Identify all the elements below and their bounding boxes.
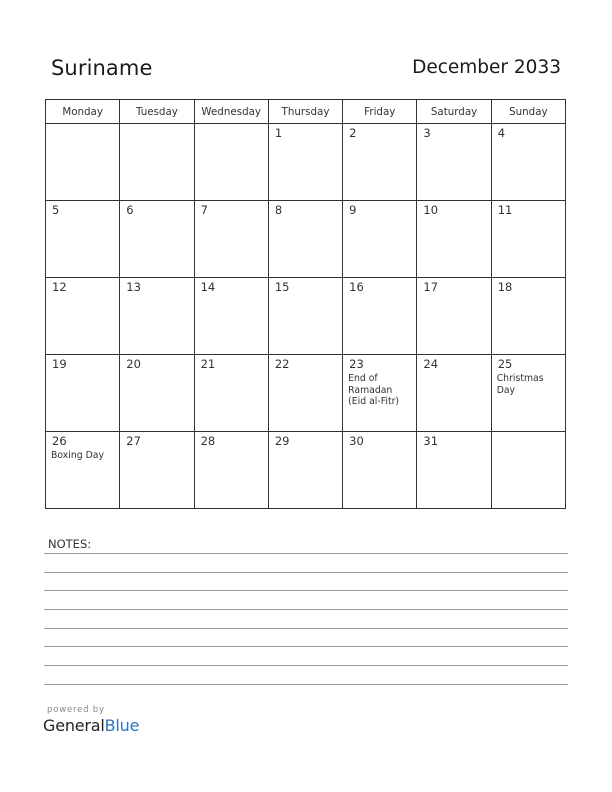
week-row — [46, 201, 566, 278]
day-number — [492, 432, 565, 435]
notes-label: NOTES: — [48, 537, 92, 551]
day-number: 8 — [274, 203, 283, 217]
day-number: 21 — [200, 357, 216, 371]
day-cell-12 — [46, 278, 120, 355]
day-number: 3 — [423, 126, 431, 140]
day-number: 28 — [200, 434, 216, 448]
day-cell-13 — [120, 278, 194, 355]
weekday-header-row — [46, 100, 566, 124]
weekday-friday: Friday — [343, 100, 417, 124]
day-cell-26 — [46, 432, 120, 509]
holiday-label: Christmas Day — [496, 373, 544, 396]
empty-day-cell — [120, 124, 194, 201]
week-row — [46, 278, 566, 355]
weekday-sunday: Sunday — [491, 100, 565, 124]
weekday-saturday: Saturday — [417, 100, 491, 124]
day-cell-20 — [120, 355, 194, 432]
day-cell-25 — [491, 355, 565, 432]
day-number: 12 — [52, 280, 67, 294]
day-cell-7 — [194, 201, 268, 278]
day-cell-5 — [46, 201, 120, 278]
weekday-monday: Monday — [46, 100, 120, 124]
week-row — [46, 124, 566, 201]
day-cell-30 — [343, 432, 417, 509]
day-number: 18 — [497, 280, 513, 294]
day-cell-29 — [268, 432, 342, 509]
day-number: 16 — [349, 280, 364, 294]
notes-line — [44, 609, 568, 610]
day-number — [120, 124, 193, 127]
day-number: 11 — [497, 203, 513, 217]
notes-line — [44, 646, 568, 647]
day-cell-4 — [491, 124, 565, 201]
day-cell-28 — [194, 432, 268, 509]
day-cell-17 — [417, 278, 491, 355]
day-number — [46, 124, 119, 127]
notes-line — [44, 684, 568, 685]
logo-blue-text: Blue — [104, 716, 140, 735]
day-number: 22 — [274, 357, 290, 371]
day-number: 30 — [349, 434, 364, 448]
day-cell-14 — [194, 278, 268, 355]
day-number: 31 — [423, 434, 439, 448]
week-row — [46, 432, 566, 509]
notes-line — [44, 590, 568, 591]
day-cell-11 — [491, 201, 565, 278]
weekday-wednesday: Wednesday — [194, 100, 268, 124]
logo-general-text: General — [43, 716, 105, 735]
country-title: Suriname — [51, 56, 153, 80]
day-number: 17 — [423, 280, 439, 294]
day-cell-31 — [417, 432, 491, 509]
day-number: 13 — [126, 280, 141, 294]
day-cell-1 — [268, 124, 342, 201]
day-cell-16 — [343, 278, 417, 355]
weekday-thursday: Thursday — [268, 100, 342, 124]
weekday-tuesday: Tuesday — [120, 100, 194, 124]
day-number: 2 — [349, 126, 357, 140]
day-number: 15 — [274, 280, 290, 294]
day-number: 19 — [52, 357, 67, 371]
day-number: 4 — [497, 126, 506, 140]
day-number: 9 — [349, 203, 357, 217]
day-cell-3 — [417, 124, 491, 201]
generalblue-logo[interactable] — [43, 716, 139, 735]
empty-day-cell — [491, 432, 565, 509]
day-number: 29 — [274, 434, 290, 448]
day-cell-27 — [120, 432, 194, 509]
day-number: 5 — [52, 203, 60, 217]
day-number: 14 — [200, 280, 216, 294]
day-cell-8 — [268, 201, 342, 278]
day-cell-21 — [194, 355, 268, 432]
day-cell-6 — [120, 201, 194, 278]
month-title: December 2033 — [412, 57, 561, 78]
day-number — [195, 124, 268, 127]
notes-line — [44, 553, 568, 554]
empty-day-cell — [194, 124, 268, 201]
day-number: 23 — [349, 357, 364, 371]
day-cell-9 — [343, 201, 417, 278]
day-number: 27 — [126, 434, 141, 448]
day-number: 1 — [274, 126, 283, 140]
holiday-label: End of Ramadan (Eid al-Fitr) — [348, 373, 400, 407]
notes-line — [44, 628, 568, 629]
day-cell-2 — [343, 124, 417, 201]
powered-by-text: powered by — [47, 705, 105, 715]
day-number: 26 — [52, 434, 67, 448]
day-cell-10 — [417, 201, 491, 278]
day-number: 7 — [200, 203, 208, 217]
empty-day-cell — [46, 124, 120, 201]
day-cell-15 — [268, 278, 342, 355]
day-cell-22 — [268, 355, 342, 432]
week-row — [46, 355, 566, 432]
day-cell-18 — [491, 278, 565, 355]
day-number: 24 — [423, 357, 439, 371]
calendar-grid — [45, 99, 566, 509]
day-cell-19 — [46, 355, 120, 432]
day-cell-23 — [343, 355, 417, 432]
day-number: 10 — [423, 203, 439, 217]
day-cell-24 — [417, 355, 491, 432]
day-number: 25 — [497, 357, 513, 371]
holiday-label: Boxing Day — [51, 450, 104, 461]
notes-line — [44, 665, 568, 666]
day-number: 20 — [126, 357, 141, 371]
notes-line — [44, 572, 568, 573]
day-number: 6 — [126, 203, 134, 217]
